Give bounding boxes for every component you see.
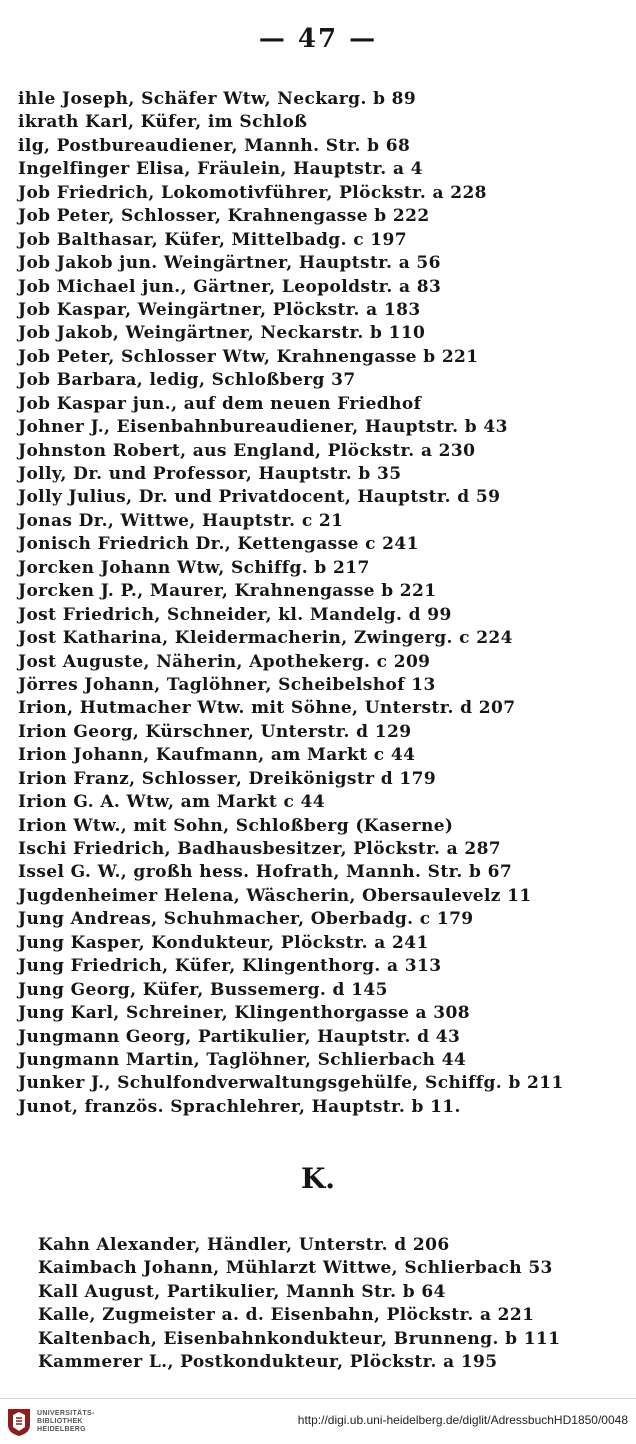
directory-entry: Jörres Johann, Taglöhner, Scheibelshof 13: [18, 674, 436, 695]
directory-entry: Irion Franz, Schlosser, Dreikönigstr d 179: [18, 768, 437, 789]
directory-entry: Johner J., Eisenbahnbureaudiener, Hauptstr. b 43: [18, 417, 508, 438]
page-number: — 47 —: [258, 24, 378, 54]
directory-entry: Jonisch Friedrich Dr., Kettengasse c 241: [18, 534, 419, 555]
directory-entry: Job Barbara, ledig, Schloßberg 37: [18, 370, 356, 391]
directory-entry: Issel G. W., großh hess. Hofrath, Mannh. Str. b 67: [18, 862, 513, 883]
directory-entry: Irion, Hutmacher Wtw. mit Söhne, Unterstr. d 207: [18, 698, 516, 719]
directory-entry: Ingelfinger Elisa, Fräulein, Hauptstr. a 4: [18, 159, 423, 180]
directory-entry: Jolly Julius, Dr. und Privatdocent, Hauptstr. d 59: [18, 487, 501, 508]
directory-entry: Jungmann Georg, Partikulier, Hauptstr. d 43: [18, 1026, 461, 1047]
directory-entry: Jost Katharina, Kleidermacherin, Zwingerg. c 224: [18, 628, 513, 649]
directory-entry: Job Jakob, Weingärtner, Neckarstr. b 110: [18, 323, 426, 344]
directory-entry: Junot, französ. Sprachlehrer, Hauptstr. b 11.: [18, 1096, 461, 1117]
library-seal-icon: [6, 1407, 32, 1437]
directory-entry: Jolly, Dr. und Professor, Hauptstr. b 35: [18, 464, 402, 484]
directory-entries-j: [0, 88, 636, 1119]
directory-entry: Jorcken Johann Wtw, Schiffg. b 217: [18, 557, 370, 578]
directory-entry: Irion Wtw., mit Sohn, Schloßberg (Kaserne): [18, 815, 454, 836]
directory-entry: Job Kaspar, Weingärtner, Plöckstr. a 183: [18, 299, 421, 320]
directory-entry: Kaltenbach, Eisenbahnkondukteur, Brunneng. b 111: [38, 1328, 561, 1349]
source-url-link[interactable]: http://digi.ub.uni-heidelberg.de/diglit/AdressbuchHD1850/0048: [297, 1413, 628, 1427]
directory-entry: Job Jakob jun. Weingärtner, Hauptstr. a 56: [18, 253, 441, 274]
directory-entry: Jonas Dr., Wittwe, Hauptstr. c 21: [18, 510, 344, 531]
directory-entry: Job Peter, Schlosser, Krahnengasse b 222: [18, 206, 430, 227]
directory-entry: Kalle, Zugmeister a. d. Eisenbahn, Plöckstr. a 221: [38, 1305, 535, 1326]
logo-text-line: BIBLIOTHEK: [37, 1418, 83, 1425]
section-heading: K.: [300, 1162, 336, 1195]
directory-entry: Jugdenheimer Helena, Wäscherin, Obersaulevelz 11: [18, 885, 532, 906]
directory-entries-k: [0, 1234, 636, 1375]
footer-bar: [0, 1398, 636, 1444]
directory-entry: Jung Kasper, Kondukteur, Plöckstr. a 241: [18, 932, 429, 953]
directory-entry: Job Balthasar, Küfer, Mittelbadg. c 197: [18, 229, 407, 250]
logo-text-line: HEIDELBERG: [37, 1426, 86, 1433]
directory-entry: Jung Andreas, Schuhmacher, Oberbadg. c 179: [18, 909, 474, 930]
directory-entry: Job Peter, Schlosser Wtw, Krahnengasse b 221: [18, 346, 479, 367]
directory-entry: Irion Georg, Kürschner, Unterstr. d 129: [18, 721, 412, 742]
directory-entry: Johnston Robert, aus England, Plöckstr. a 230: [18, 440, 476, 461]
directory-entry: Jorcken J. P., Maurer, Krahnengasse b 221: [18, 581, 437, 602]
directory-entry: ihle Joseph, Schäfer Wtw, Neckarg. b 89: [18, 89, 417, 109]
directory-entry: Kall August, Partikulier, Mannh Str. b 64: [38, 1281, 446, 1302]
directory-entry: Job Michael jun., Gärtner, Leopoldstr. a 83: [18, 276, 442, 297]
directory-entry: Job Friedrich, Lokomotivführer, Plöckstr. a 228: [18, 182, 487, 203]
directory-entry: Junker J., Schulfondverwaltungsgehülfe, Schiffg. b 211: [18, 1073, 564, 1094]
directory-entry: Irion G. A. Wtw, am Markt c 44: [18, 792, 325, 813]
directory-entry: Ischi Friedrich, Badhausbesitzer, Plöckstr. a 287: [18, 839, 502, 859]
directory-entry: ilg, Postbureaudiener, Mannh. Str. b 68: [18, 135, 411, 156]
directory-entry: Irion Johann, Kaufmann, am Markt c 44: [18, 745, 416, 766]
directory-entry: Kammerer L., Postkondukteur, Plöckstr. a 195: [38, 1352, 498, 1373]
directory-entry: Jung Karl, Schreiner, Klingenthorgasse a 308: [18, 1003, 470, 1024]
directory-entry: Jungmann Martin, Taglöhner, Schlierbach 44: [18, 1049, 467, 1070]
directory-entry: ikrath Karl, Küfer, im Schloß: [18, 112, 308, 133]
directory-entry: Job Kaspar jun., auf dem neuen Friedhof: [18, 393, 422, 414]
directory-entry: Kaimbach Johann, Mühlarzt Wittwe, Schlierbach 53: [38, 1258, 553, 1279]
directory-entry: Jung Georg, Küfer, Bussemerg. d 145: [18, 979, 388, 1000]
logo-text-line: UNIVERSITÄTS-: [37, 1410, 95, 1417]
directory-entry: Jung Friedrich, Küfer, Klingenthorg. a 313: [18, 956, 442, 977]
library-logo-link[interactable]: [6, 1405, 124, 1439]
directory-entry: Kahn Alexander, Händler, Unterstr. d 206: [38, 1235, 450, 1255]
directory-entry: Jost Friedrich, Schneider, kl. Mandelg. d 99: [18, 604, 452, 625]
directory-entry: Jost Auguste, Näherin, Apothekerg. c 209: [18, 651, 431, 672]
